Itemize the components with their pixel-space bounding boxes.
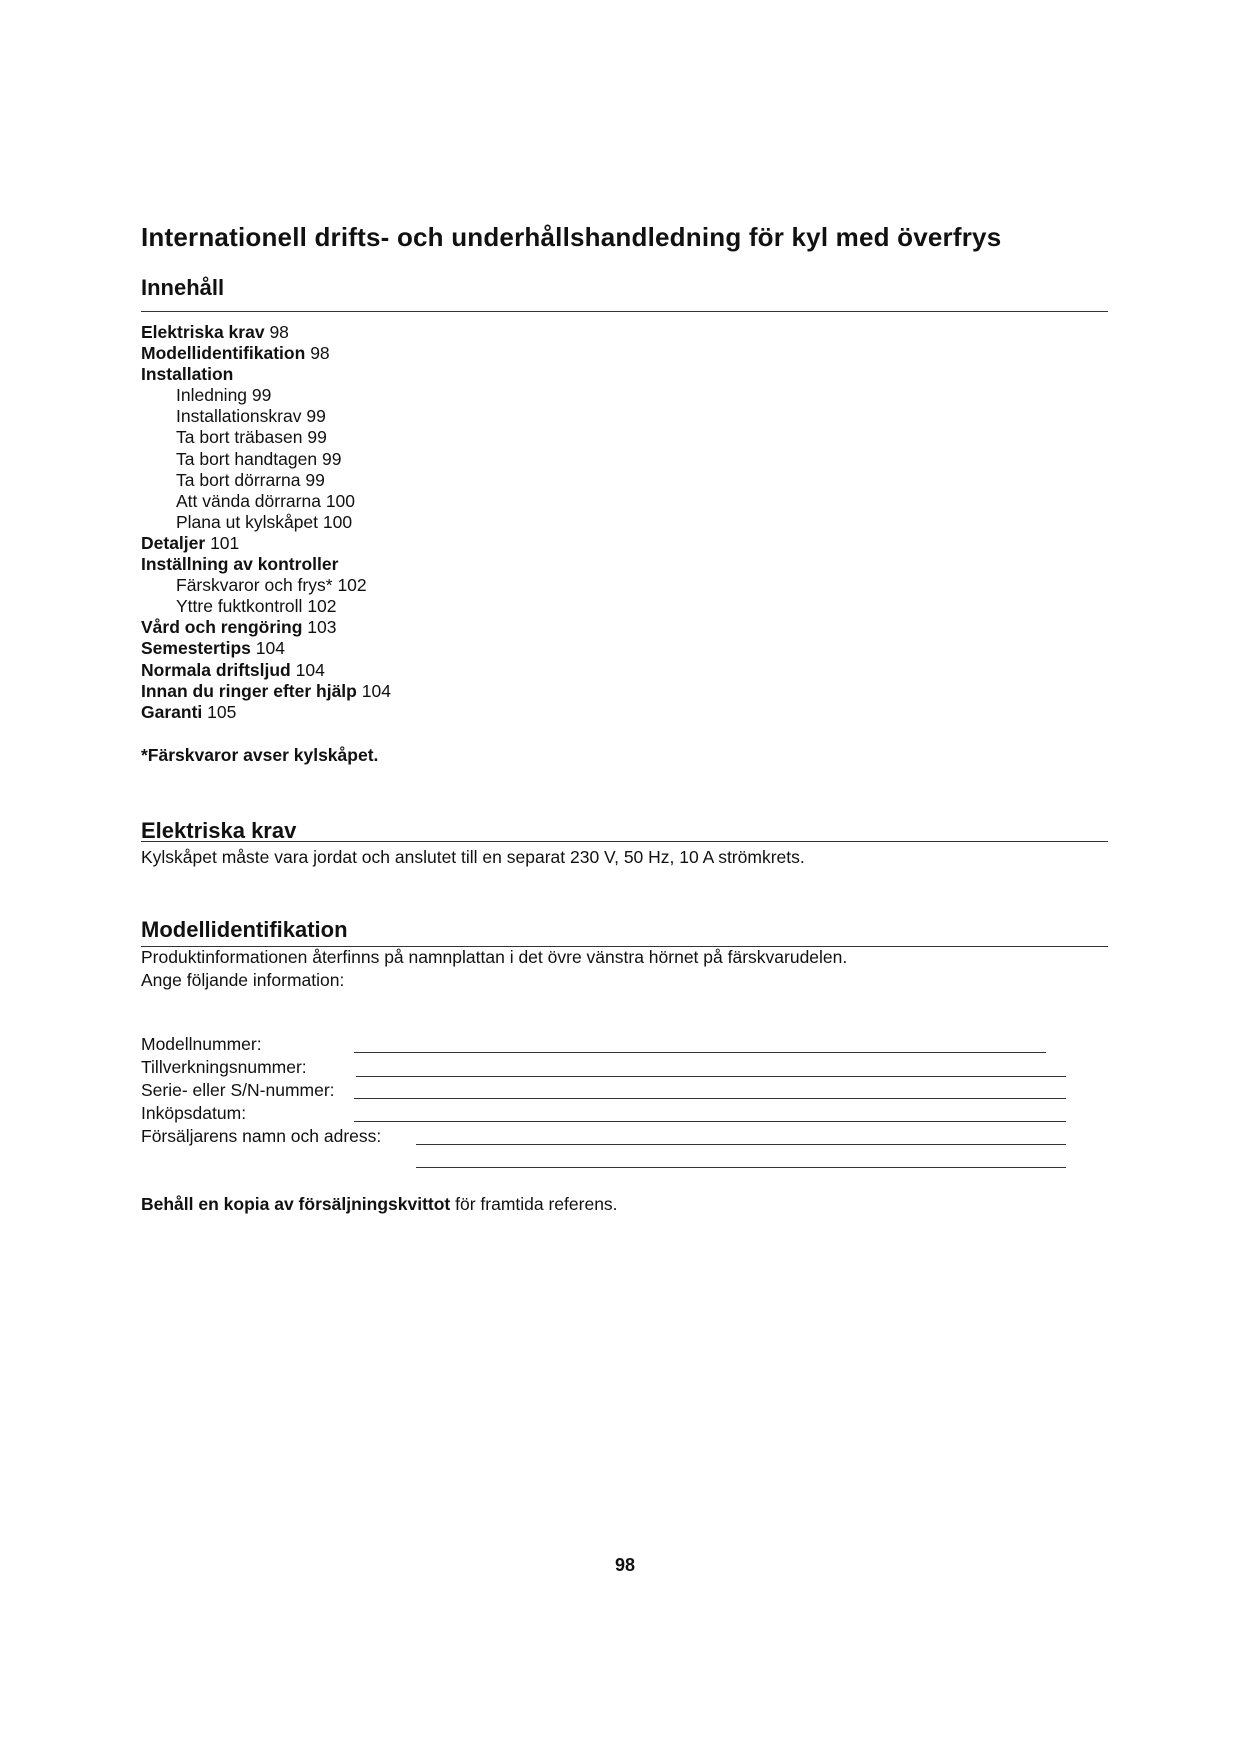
model-id-text	[141, 946, 847, 992]
toc-item-page: 104	[361, 680, 391, 701]
toc-item-label: Garanti	[141, 701, 203, 722]
toc-item-page: 99	[306, 406, 326, 427]
toc-item-label: Installation	[141, 364, 234, 385]
toc-item-page: 98	[269, 322, 289, 342]
toc-heading: Innehåll	[141, 275, 225, 300]
toc-item-page: 105	[207, 701, 237, 722]
toc-item	[141, 533, 741, 554]
keep-receipt-note	[141, 1194, 618, 1215]
toc-item-page: 104	[295, 659, 325, 680]
dealer-field-line-1[interactable]	[416, 1144, 1066, 1145]
toc-item-label: Inställning av kontroller	[141, 554, 339, 575]
toc-item	[141, 406, 741, 427]
toc-item	[141, 554, 741, 575]
toc-item	[141, 491, 741, 512]
toc-item-label: Semestertips	[141, 638, 251, 659]
page-number: 98	[614, 1555, 636, 1575]
toc-item-label: Ta bort träbasen	[176, 427, 303, 448]
toc-item-page: 104	[255, 638, 285, 659]
toc-item	[141, 449, 741, 470]
toc-item-label: Ta bort dörrarna	[176, 469, 301, 490]
serial-number-label: Serie- eller S/N-nummer:	[141, 1080, 335, 1100]
document-title: Internationell drifts- och underhållshandledning för kyl med överfrys	[141, 222, 1002, 252]
manufacturing-number-label: Tillverkningsnummer:	[141, 1057, 307, 1077]
toc-item-page: 102	[307, 596, 337, 617]
toc-item	[141, 385, 741, 406]
electrical-text: Kylskåpet måste vara jordat och anslutet till en separat 230 V, 50 Hz, 10 A strömkrets.	[141, 847, 805, 867]
toc-item-page: 99	[321, 448, 342, 469]
toc-item-label: Vård och rengöring	[141, 617, 303, 638]
electrical-heading-rule	[141, 841, 1108, 842]
toc-item-page: 98	[310, 343, 330, 364]
toc-item-page: 103	[307, 617, 337, 638]
dealer-field-line-2[interactable]	[416, 1167, 1066, 1168]
model-number-label: Modellnummer:	[141, 1034, 262, 1054]
model-id-heading: Modellidentifikation	[141, 917, 348, 942]
toc-item	[141, 343, 741, 364]
toc-footnote: *Färskvaror avser kylskåpet.	[141, 745, 379, 765]
model-id-line-2: Ange följande information:	[141, 970, 345, 990]
toc-item	[141, 322, 741, 343]
manufacturing-number-field[interactable]	[356, 1076, 1066, 1077]
purchase-date-field[interactable]	[354, 1121, 1066, 1122]
toc-item-label: Installationskrav	[176, 406, 302, 427]
toc-item-label: Modellidentifikation	[141, 343, 306, 364]
toc-item	[141, 575, 741, 596]
toc-item	[141, 470, 741, 491]
toc-item-page: 100	[325, 490, 356, 511]
toc-item-page: 101	[210, 532, 240, 553]
serial-number-field[interactable]	[354, 1098, 1066, 1099]
toc-item-label: Normala driftsljud	[141, 659, 291, 680]
toc-item-label: Inledning	[176, 385, 248, 406]
toc-item	[141, 638, 741, 659]
toc-item	[141, 681, 741, 702]
toc-item-label: Plana ut kylskåpet	[176, 511, 319, 532]
keep-receipt-bold: Behåll en kopia av försäljningskvittot	[141, 1194, 451, 1214]
purchase-date-label: Inköpsdatum:	[141, 1103, 247, 1123]
toc-item-page: 102	[337, 575, 367, 596]
toc-item-page: 100	[322, 511, 353, 532]
toc-item-page: 99	[307, 427, 327, 448]
toc-item-label: Elektriska krav	[141, 322, 265, 342]
toc-item-label: Att vända dörrarna	[176, 490, 321, 511]
toc-item-label: Färskvaror och frys*	[176, 575, 333, 596]
table-of-contents	[141, 322, 741, 723]
toc-item	[141, 364, 741, 385]
toc-item-label: Innan du ringer efter hjälp	[141, 680, 357, 701]
toc-item	[141, 427, 741, 448]
toc-item	[141, 702, 741, 723]
keep-receipt-rest: för framtida referens.	[450, 1194, 618, 1214]
model-number-field[interactable]	[354, 1052, 1046, 1053]
toc-item-page: 99	[305, 469, 325, 490]
toc-item-page: 99	[251, 385, 272, 406]
electrical-heading: Elektriska krav	[141, 818, 297, 843]
model-id-line-1: Produktinformationen återfinns på namnplattan i det övre vänstra hörnet på färskvarudelen.	[141, 947, 848, 967]
toc-item-label: Ta bort handtagen	[176, 448, 318, 469]
toc-item	[141, 617, 741, 638]
toc-item	[141, 660, 741, 681]
toc-item	[141, 512, 741, 533]
dealer-label: Försäljarens namn och adress:	[141, 1126, 382, 1146]
toc-item-label: Yttre fuktkontroll	[176, 596, 303, 617]
toc-item	[141, 596, 741, 617]
toc-item-label: Detaljer	[141, 532, 206, 553]
toc-heading-rule	[141, 311, 1108, 312]
